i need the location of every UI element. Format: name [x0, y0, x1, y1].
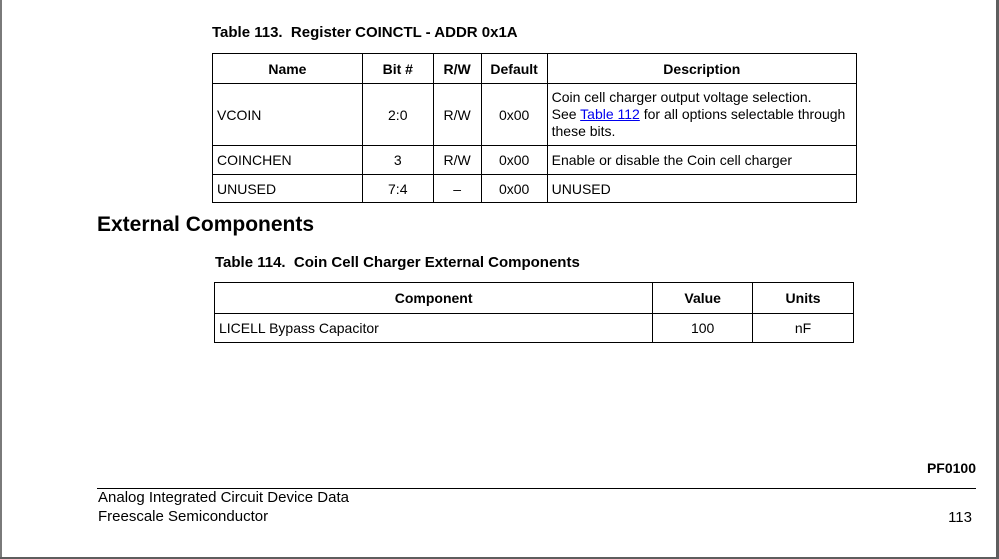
cell-name: VCOIN: [213, 84, 363, 146]
cell-value: 100: [653, 314, 753, 343]
description-line-1: Coin cell charger output voltage selection.: [551, 89, 812, 105]
document-id: PF0100: [926, 460, 976, 476]
table-row: [213, 84, 857, 146]
column-header-default: Default: [481, 54, 547, 84]
footer-line-1: Analog Integrated Circuit Device Data: [98, 489, 349, 506]
cell-units: nF: [753, 314, 854, 343]
table-row: [215, 314, 854, 343]
cell-rw: R/W: [433, 146, 481, 175]
cell-component: LICELL Bypass Capacitor: [215, 314, 653, 343]
cell-bit: 3: [362, 146, 433, 175]
table-113-caption: Table 113. Register COINCTL - ADDR 0x1A: [212, 24, 518, 41]
cell-description: Enable or disable the Coin cell charger: [547, 146, 856, 175]
column-header-units: Units: [753, 283, 854, 314]
column-header-value: Value: [653, 283, 753, 314]
table-row: [213, 146, 857, 175]
cell-name: UNUSED: [213, 175, 363, 203]
column-header-bit: Bit #: [362, 54, 433, 84]
table-114-caption: Table 114. Coin Cell Charger External Components: [215, 254, 580, 271]
section-heading: External Components: [97, 213, 315, 236]
cell-default: 0x00: [481, 146, 547, 175]
page-frame-left: [0, 0, 2, 559]
column-header-description: Description: [547, 54, 856, 84]
cell-description: [547, 84, 856, 146]
cell-default: 0x00: [481, 84, 547, 146]
table-112-link[interactable]: Table 112: [580, 106, 640, 122]
cell-name: COINCHEN: [213, 146, 363, 175]
cell-description: UNUSED: [547, 175, 856, 203]
table-row: [213, 175, 857, 203]
cell-rw: –: [433, 175, 481, 203]
description-suffix: for all options selectable through these bits.: [551, 106, 846, 139]
cell-bit: 2:0: [362, 84, 433, 146]
column-header-rw: R/W: [433, 54, 481, 84]
cell-bit: 7:4: [362, 175, 433, 203]
column-header-component: Component: [215, 283, 653, 314]
table-header-row: [213, 54, 857, 84]
footer-line-2: Freescale Semiconductor: [98, 508, 269, 525]
description-prefix: See: [551, 106, 581, 122]
page-number: 113: [948, 509, 972, 526]
cell-rw: R/W: [433, 84, 481, 146]
cell-default: 0x00: [481, 175, 547, 203]
register-table-coinctl: [212, 53, 857, 203]
table-header-row: [215, 283, 854, 314]
column-header-name: Name: [213, 54, 363, 84]
external-components-table: [214, 282, 854, 343]
